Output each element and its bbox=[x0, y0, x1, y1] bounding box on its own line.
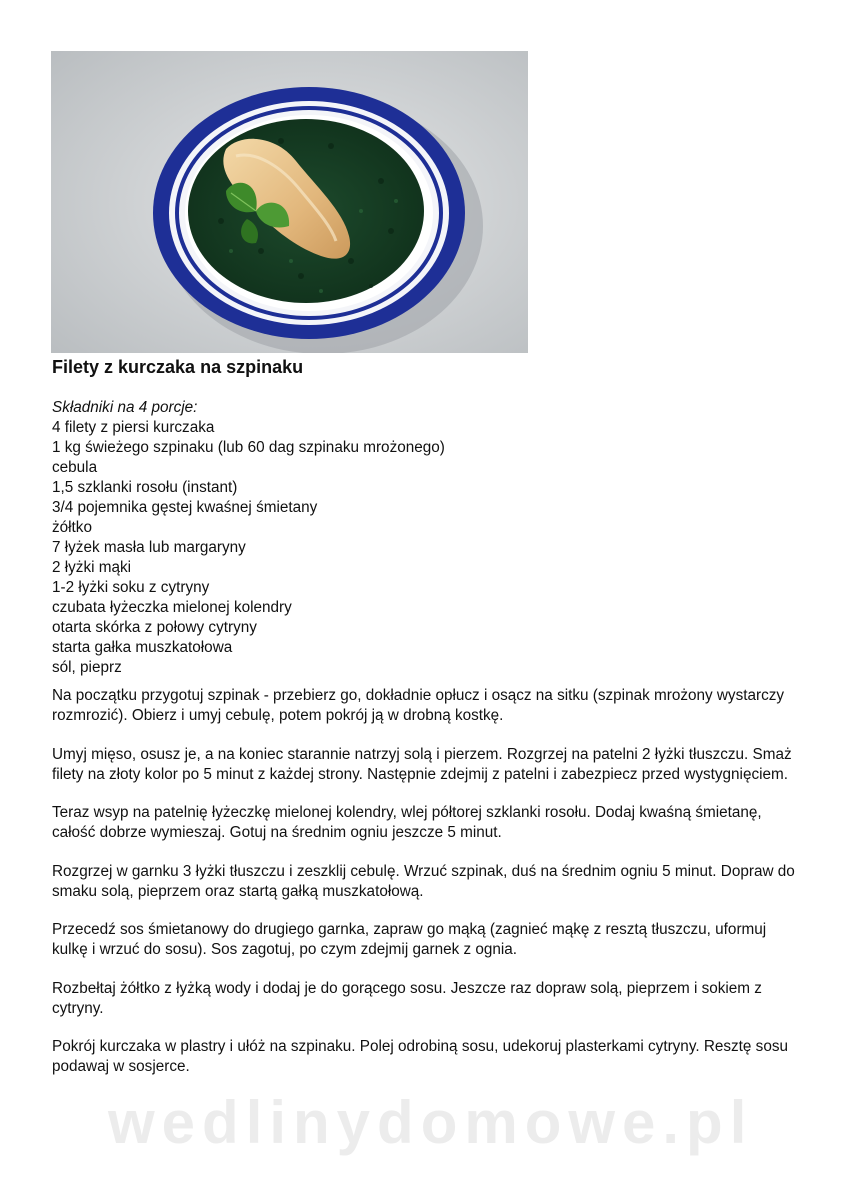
site-watermark: wedlinydomowe.pl bbox=[108, 1089, 754, 1156]
ingredient-item: żółtko bbox=[52, 519, 92, 536]
ingredient-item: 7 łyżek masła lub margaryny bbox=[52, 539, 246, 556]
step-paragraph: Rozbełtaj żółtko z łyżką wody i dodaj je do gorącego sosu. Jeszcze raz dopraw solą, pieprzem i sokiem z cytryny. bbox=[52, 979, 762, 1017]
ingredients-section bbox=[52, 398, 445, 678]
step-paragraph: Na początku przygotuj szpinak - przebierz go, dokładnie opłucz i osącz na sitku (szpinak mrożony wystarczy rozmrozić). Obierz i umyj cebulę, potem pokrój ją w drobną kostkę. bbox=[52, 687, 785, 724]
ingredients-heading: Składniki na 4 porcje: bbox=[52, 399, 198, 416]
ingredient-item: cebula bbox=[52, 459, 98, 476]
ingredient-item: 3/4 pojemnika gęstej kwaśnej śmietany bbox=[52, 499, 318, 516]
ingredient-item: otarta skórka z połowy cytryny bbox=[52, 619, 257, 636]
ingredient-item: 1-2 łyżki soku z cytryny bbox=[52, 579, 210, 596]
preparation-steps bbox=[52, 686, 797, 1096]
step-paragraph: Pokrój kurczaka w plastry i ułóż na szpinaku. Polej odrobiną sosu, udekoruj plasterkami cytryny. Resztę sosu podawaj w sosjerce. bbox=[52, 1038, 788, 1075]
ingredient-item: 1,5 szklanki rosołu (instant) bbox=[52, 479, 238, 496]
step-paragraph: Teraz wsyp na patelnię łyżeczkę mielonej kolendry, wlej półtorej szklanki rosołu. Dodaj kwaśną śmietanę, całość dobrze wymieszaj. Gotuj na średnim ogniu jeszcze 5 minut. bbox=[52, 804, 762, 841]
ingredient-item: starta gałka muszkatołowa bbox=[52, 639, 233, 656]
ingredient-item: 1 kg świeżego szpinaku (lub 60 dag szpinaku mrożonego) bbox=[52, 439, 445, 456]
step-paragraph: Przecedź sos śmietanowy do drugiego garnka, zapraw go mąką (zagnieć mąkę z resztą tłuszczu, uformuj kulkę i wrzuć do sosu). Sos zagotuj, po czym zdejmij garnek z ognia. bbox=[52, 921, 767, 958]
ingredient-item: sól, pieprz bbox=[52, 659, 122, 676]
step-paragraph: Rozgrzej w garnku 3 łyżki tłuszczu i zeszklij cebulę. Wrzuć szpinak, duś na średnim ogniu 5 minut. Dopraw do smaku solą, pieprzem oraz startą gałką muszkatołową. bbox=[52, 862, 795, 900]
ingredient-item: 4 filety z piersi kurczaka bbox=[52, 419, 215, 436]
ingredient-item: 2 łyżki mąki bbox=[52, 559, 132, 576]
plate-illustration bbox=[51, 51, 528, 353]
ingredient-item: czubata łyżeczka mielonej kolendry bbox=[52, 599, 292, 616]
ingredients-list bbox=[52, 418, 445, 678]
step-paragraph: Umyj mięso, osusz je, a na koniec starannie natrzyj solą i pierzem. Rozgrzej na patelni 2 łyżki tłuszczu. Smaż filety na złoty kolor po 5 minut z każdej strony. Następnie zdejmij z patelni i zabezpiecz przed wystygnięciem. bbox=[52, 745, 792, 783]
dish-photo bbox=[51, 51, 528, 353]
recipe-title: Filety z kurczaka na szpinaku bbox=[52, 357, 304, 377]
